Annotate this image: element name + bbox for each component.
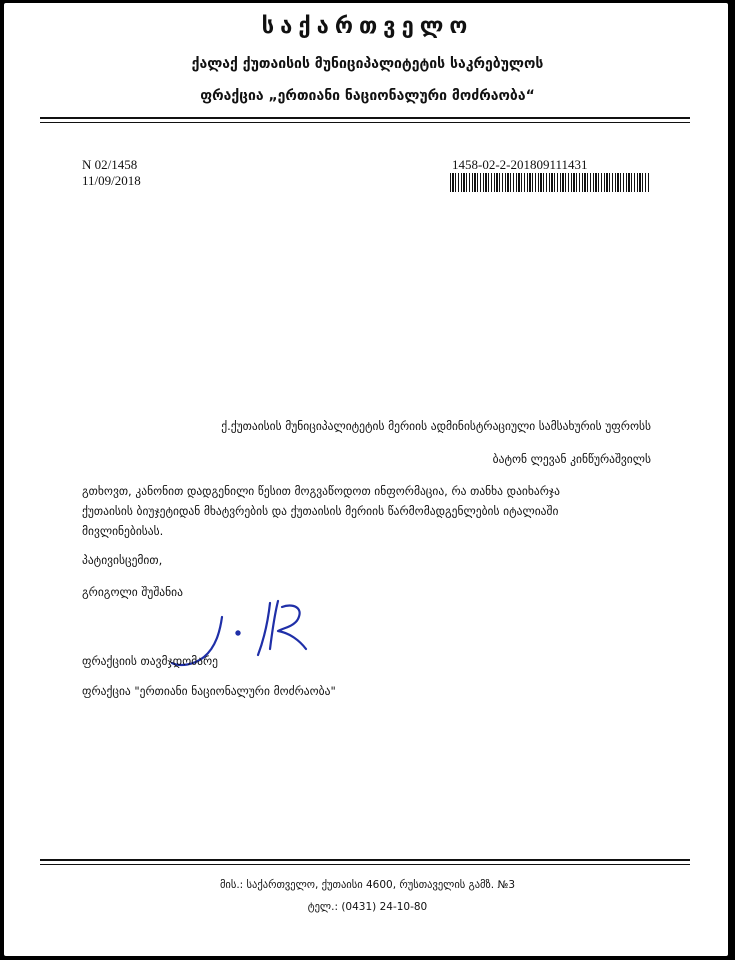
footer-rule-thin [40,864,690,865]
closing-text: პატივისცემით, [82,553,163,567]
registration-code: 1458-02-2-201809111431 [452,157,588,172]
document-number: N 02/1458 [82,157,138,172]
footer-address: მის.: საქართველო, ქუთაისი 4600, რუსთაველის გამზ. №3 [219,879,516,891]
letter-page [4,3,728,956]
header-rule-thin [40,122,690,123]
header-rule-thick [40,117,690,119]
document-date: 11/09/2018 [82,173,141,188]
letterhead-country: საქართველო [261,14,474,39]
paragraph-line: მივლინებისას. [82,524,164,538]
signer-faction: ფრაქცია "ერთიანი ნაციონალური მოძრაობა" [82,684,336,698]
addressee-line-1: ქ.ქუთაისის მუნიციპალიტეტის მერიის ადმინისტრაციული სამსახურის უფროსს [221,419,651,433]
paragraph-line: ქუთაისის ბიუჯეტიდან მხატვრების და ქუთაისის მერიის წარმომადგენლების იტალიაში [82,504,559,518]
request-paragraph [82,481,652,541]
footer-rule-thick [40,859,690,861]
letterhead-faction: ფრაქცია „ერთიანი ნაციონალური მოძრაობა“ [200,88,535,104]
footer-phone: ტელ.: (0431) 24-10-80 [307,901,428,913]
signer-name: გრიგოლი შუშანია [82,585,183,599]
addressee-line-2: ბატონ ლევან კინწურაშვილს [492,452,651,466]
paragraph-line: გთხოვთ, კანონით დადგენილი წესით მოგვაწოდოთ ინფორმაცია, რა თანხა დაიხარჯა [82,484,560,498]
barcode-image [450,173,650,192]
signer-title: ფრაქციის თავმჯდომარე [82,654,218,668]
letterhead-council: ქალაქ ქუთაისის მუნიციპალიტეტის საკრებულოს [191,56,544,72]
